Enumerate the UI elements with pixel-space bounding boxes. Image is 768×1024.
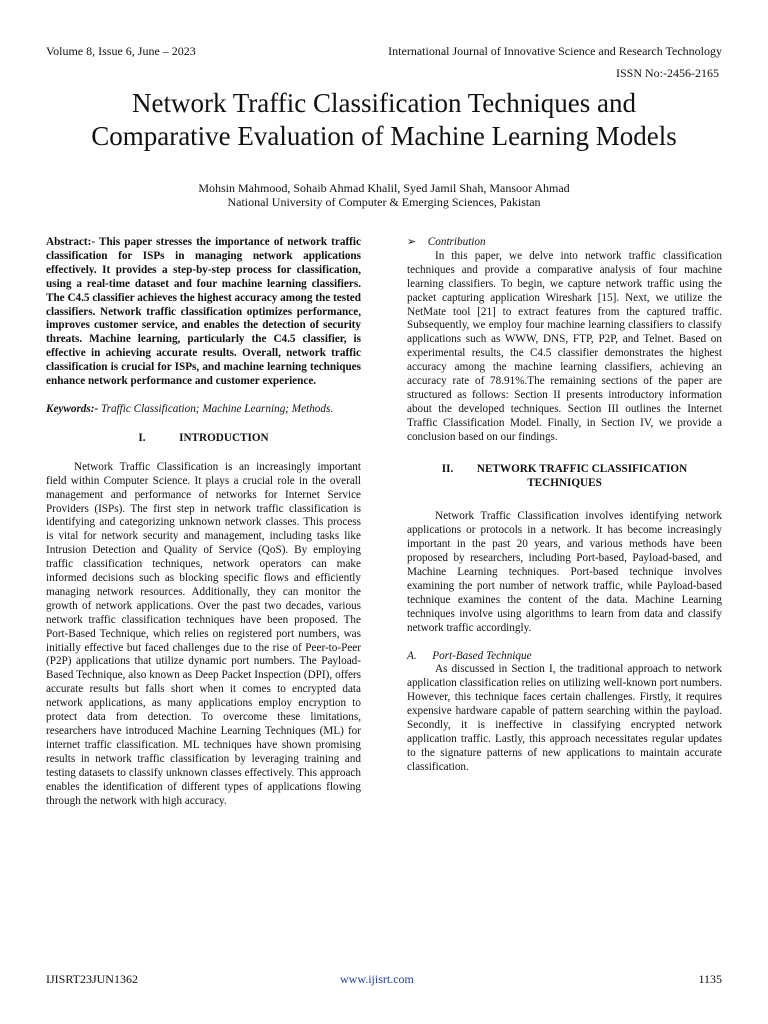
subsection-a-heading: [407, 650, 722, 664]
page-number: 1135: [698, 972, 722, 986]
section-1-number: I.: [138, 431, 146, 444]
keywords: [46, 403, 361, 417]
paper-title: [20, 87, 748, 153]
volume-info: Volume 8, Issue 6, June – 2023: [46, 44, 196, 58]
section-2-title-line-2: TECHNIQUES: [527, 476, 602, 489]
abstract: [46, 236, 361, 389]
section-2-number: II.: [441, 462, 454, 475]
contribution-heading: [407, 236, 722, 250]
authors: Mohsin Mahmood, Sohaib Ahmad Khalil, Syed Jamil Shah, Mansoor Ahmad: [198, 181, 570, 195]
section-2-heading: [407, 463, 722, 491]
keywords-text: Traffic Classification; Machine Learning; Methods.: [101, 402, 334, 415]
issn: ISSN No:-2456-2165: [615, 66, 719, 80]
abstract-label: Abstract:-: [46, 236, 96, 248]
section-2-title-line-1: NETWORK TRAFFIC CLASSIFICATION: [476, 462, 688, 475]
introduction-paragraph: Network Traffic Classification is an increasingly important field within Computer Science. It plays a crucial role in the overall management and performance of networks for Internet Service Providers (ISPs). The first step in network traffic classification is identifying and categorizing unknown network classes. This process is vital for network security and management, including tasks like Intrusion Detection and Quality of Service (QoS). By employing traffic classification techniques, network operators can make informed decisions such as blocking specific flows and efficiently managing network resources. Additionally, they can monitor the growth of network applications. Over the past two decades, various network traffic classification techniques have been proposed. The Port-Based Technique, which relies on registered port numbers, was initially effective but faced challenges due to the rise of Peer-to-Peer (P2P) applications that utilize dynamic port numbers. The Payload-Based Technique, also known as Deep Packet Inspection (DPI), offers accurate results but falls short when it comes to encrypted data network applications, as many applications employ encryption to protect data from detection. To overcome these limitations, researchers have introduced Machine Learning Techniques (ML) for internet traffic classification. ML techniques have shown promising results in network traffic classification by leveraging training and testing datasets to classify unknown classes effectively. This approach enables the identification of different types of applications flowing through the network with high accuracy.: [46, 460, 361, 807]
title-line-1: Network Traffic Classification Techniques and: [131, 88, 637, 118]
section-1-title: INTRODUCTION: [179, 431, 269, 444]
section-2-paragraph: Network Traffic Classification involves identifying network applications or protocols in a network. It has become increasingly important in the past 20 years, and various methods have been proposed by researchers, including Port-based, Payload-based, and Machine Learning techniques. Port-based technique involves examining the port number of network traffic, while Payload-based technique examines the content of the data. Machine Learning techniques involve using algorithms to learn from data and classify network traffic accordingly.: [407, 510, 722, 634]
subsection-a-title: Port-Based Technique: [432, 649, 532, 662]
keywords-label: Keywords:-: [46, 402, 99, 415]
left-column: [46, 236, 361, 808]
paper-id: IJISRT23JUN1362: [46, 972, 138, 986]
arrow-bullet-icon: ➢: [407, 236, 417, 248]
contribution-paragraph: In this paper, we delve into network traffic classification techniques and provide a comparative analysis of four machine learning classifiers. To begin, we capture network traffic using the packet capturing application Wireshark [15]. Next, we utilize the NetMate tool [21] to extract features from the captured traffic. Subsequently, we employ four machine learning classifiers to classify applications such as WWW, DNS, FTP, P2P, and Telnet. Based on experimental results, the C4.5 classifier demonstrates the highest accuracy among the machine learning classifiers, achieving an accuracy rate of 78.91%.The remaining sections of the paper are structured as follows: Section II presents introductory information about the developed techniques. Section III outlines the Internet Traffic Classification Model. Finally, in Section IV, we provide a conclusion based on our findings.: [407, 249, 722, 443]
subsection-a-paragraph: As discussed in Section I, the traditional approach to network application classification relies on utilizing well-known port numbers. However, this technique faces certain challenges. Firstly, it requires expensive hardware capable of pattern searching within the payload. Secondly, it is ineffective in classifying encrypted network application traffic. Lastly, this approach necessitates regular updates to the signature patterns of new applications to maintain accurate classification.: [407, 663, 722, 773]
journal-website-link[interactable]: www.ijisrt.com: [340, 972, 414, 986]
title-line-2: Comparative Evaluation of Machine Learning Models: [91, 121, 677, 151]
affiliation: National University of Computer & Emerging Sciences, Pakistan: [227, 195, 541, 209]
subsection-a-label: A.: [407, 649, 417, 662]
journal-name: International Journal of Innovative Science and Research Technology: [388, 44, 722, 58]
right-column: [407, 236, 722, 775]
abstract-text: This paper stresses the importance of network traffic classification for ISPs in managing network applications effectively. It provides a step-by-step process for classification, using a real-time dataset and four machine learning classifiers. The C4.5 classifier achieves the highest accuracy among the tested classifiers. Network traffic classification optimizes performance, improves customer service, and enables the detection of security threats. Machine learning, particularly the C4.5 classifier, is effective in achieving accurate results. Overall, network traffic classification is crucial for ISPs, and machine learning techniques enhance network performance and customer experience.: [46, 236, 361, 388]
section-1-heading: [46, 432, 361, 446]
contribution-title: Contribution: [427, 236, 486, 248]
